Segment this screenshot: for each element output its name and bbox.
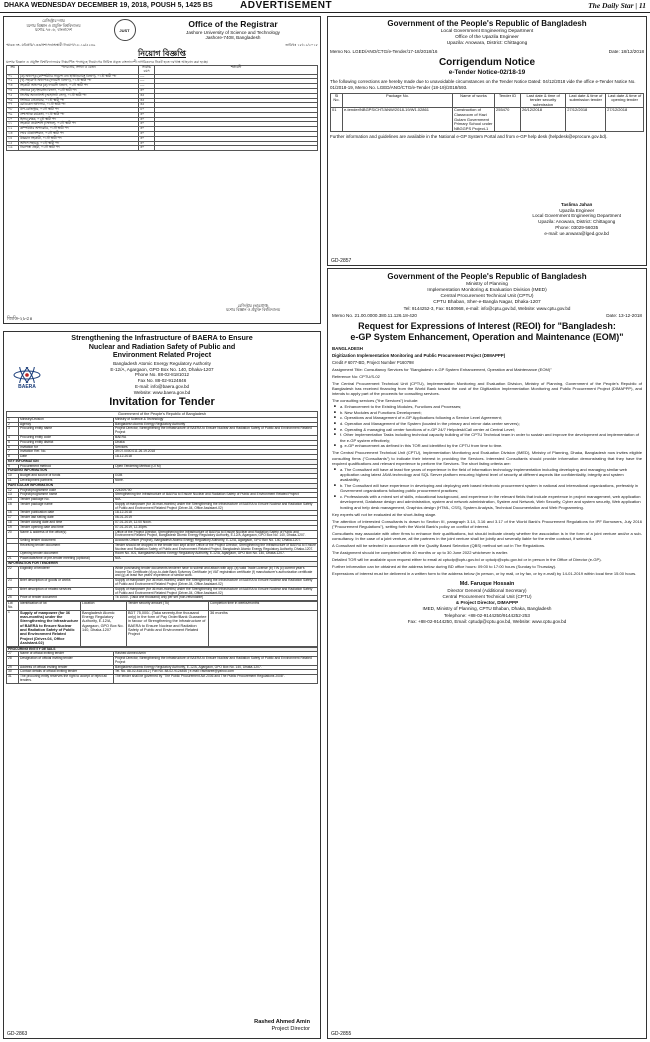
table-cell: Open Tendering Method (OTM) <box>114 464 318 469</box>
table-row <box>7 493 318 498</box>
table-cell: ৩০ <box>139 112 155 117</box>
table-cell: The tender shall be governed by "The Public Procurement Act 2006 and The Public Procurement Regulations 2008". <box>114 675 318 684</box>
memo-date: Date: 18/12/2018 <box>608 48 644 54</box>
contact-line: Tel: 9144252-3, Fax: 9180968, e-mail: info@cptu.gov.bd, Website: www.cptu.gov.bd <box>403 305 571 311</box>
table-cell: Tender publication date <box>19 511 114 516</box>
signatory-line: Local Government Engineering Department <box>532 213 621 219</box>
table-cell: 15 <box>7 502 19 511</box>
gov-title: Government of the People's Republic of Bangladesh <box>387 272 587 281</box>
memo-date: তারিখঃ ১৮/১২/২০১৮ <box>285 43 318 48</box>
table-cell: Accounts Officer (Project), Bangladesh Atomic Energy Regulatory Authority, E-12/A, Agargaon, GPO Box No. 140, Dhaka-1207. <box>114 539 318 544</box>
table-cell: Opening tender document <box>19 552 114 557</box>
table-cell: Name & address of the office(s) <box>19 530 114 539</box>
brand-name: The Daily Star <box>588 1 634 10</box>
baera-logo <box>12 367 42 389</box>
cptu-reoi-ad <box>327 268 647 1039</box>
table-cell: সহকারী অধ্যাপক (ক) ফার্মেসী বিভাগ, ০১টি স্থায়ী পদ <box>19 84 139 89</box>
table-cell: 23 <box>7 579 19 588</box>
table-cell: Development partners <box>19 478 114 483</box>
table-cell: ০২ <box>7 79 19 84</box>
table-cell: ০১ <box>7 74 19 79</box>
table-cell: ১৬ <box>7 146 19 151</box>
table-cell: সিস্টেম অ্যানালিস্ট (আইসিটি সেল), ০১টি স্থায়ী পদ <box>19 93 139 98</box>
paragraph: Detailed TOR will be available upon request either to email at cptudp@cptu.gov.bd or cptudp@cptu.gov.bd or in person in the Office of Director (e-GP). <box>332 557 602 563</box>
table-cell: 12 <box>7 488 19 493</box>
table-cell: ০৮ <box>7 108 19 113</box>
newspaper-brand: The Daily Star | 11 <box>588 1 646 10</box>
col-header: ক্রম <box>7 66 19 75</box>
paragraph: The Central Procurement Technical Unit (CPTU), Implementation Monitoring and Evaluation Division, Ministry of Planning, Government of the People's Republic of Bangladesh has received financing from the World Bank toward the cost of the Digitization Implementation Monitoring and Public Procurement Project (DIMAPPP), and intends to apply part of the proceeds for consulting services. <box>332 380 642 397</box>
paragraph: The attention of interested Consultants is drawn to Section III, paragraph 3.14, 3.16 and 3.17 of the World Bank's Procurement Regulations for IPF Borrowers, July 2016 ("Procurement Regulations"), setting forth the World Bank's policy on conflict of interest. <box>332 518 642 529</box>
table-cell: 9 <box>7 464 19 469</box>
tender-heading: Invitation for Tender <box>109 396 215 409</box>
table-cell: 27/12/2018 <box>566 108 606 132</box>
table-cell: ১৫ <box>7 141 19 146</box>
table-cell: 13 <box>7 493 19 498</box>
section-header: PROCURING ENTITY DETAILS <box>7 647 318 652</box>
table-cell: ০৩ <box>7 84 19 89</box>
signatory-line: Central Procurement Technical Unit (CPTU) <box>442 594 532 600</box>
table-cell: নিরাপত্তা প্রহরী, ০১টি স্থায়ী পদ <box>19 146 139 151</box>
table-cell: Tel. No. 88-02-8181012 | Fax No. 88-02-9124846 | e-mail: rasmaree@yahoo.com <box>114 670 318 675</box>
notice-subtitle: e-Tender Notice-02/18-19 <box>448 69 526 77</box>
paragraph: The Assignment should be completed within 40 months or up to 30 June 2022 whichever is earlier. <box>332 550 509 556</box>
table-cell: হিসাব রক্ষক, ০১টি স্থায়ী পদ <box>19 117 139 122</box>
table-row <box>7 657 318 666</box>
university-address: Jashore-7408, Bangladesh <box>205 35 261 41</box>
col-header: Last date & time of opening tender <box>606 93 644 108</box>
table-cell: Tender last selling date <box>19 516 114 521</box>
table-cell: মেডিকেল অফিসার, ০১টি স্থায়ী পদ <box>19 103 139 108</box>
table-cell: ১৩ <box>7 132 19 137</box>
address-line: E-mail: info@baera.gov.bd <box>134 383 190 389</box>
baera-tender-ad <box>3 331 321 1039</box>
table-cell: Address of official inviting tender <box>19 665 114 670</box>
table-cell: ল্যাব টেকনিশিয়ান, ০১টি স্থায়ী পদ <box>19 132 139 137</box>
table-cell: ৩০ <box>139 88 155 93</box>
col-header: Tender security amount (Tk) <box>127 602 209 611</box>
table-cell: ৩০ <box>139 136 155 141</box>
table-cell: 29 <box>7 665 19 670</box>
paragraph: A Consultant will be selected in accordance with the Quality Based Selection (QBS) method set out in The Regulations. <box>332 543 546 549</box>
table-cell: Procuring entity name <box>19 427 114 436</box>
table-cell: 22 <box>7 566 19 578</box>
table-row <box>7 596 318 601</box>
table-cell: Procurement method <box>19 464 114 469</box>
table-cell: ৩০ <box>139 146 155 151</box>
table-cell: 19 <box>7 525 19 530</box>
project-title-line: Strengthening the Infrastructure of BAERA to Ensure <box>71 333 253 342</box>
table-cell: Tender should be dropped in the tender box kept at the Office of the Project Director, Strengthening the Infrastructure of BAERA to Ensure Nuclear and Radiation Safety of Public and Environment Related Project, Bangladesh Atomic Energy Regulatory Authority, Dhaka-1207. <box>115 542 316 551</box>
dept-line: CPTU Bhaban, Sher-e-Bangla Nagar, Dhaka-1207 <box>433 299 541 305</box>
table-cell: Receiving tender document <box>19 543 114 552</box>
table-cell: (খ) সহযোগী অধ্যাপক (ফার্মেসী বিভাগ), ০১টি স্থায়ী পদ <box>19 79 139 84</box>
col-header: সর্বোচ্চ বয়স <box>139 66 155 75</box>
table-row <box>7 566 318 578</box>
table-cell: 06-01-2019 <box>114 516 318 521</box>
table-cell: সহকারী প্রকৌশলী (সিভিল), ০১টি স্থায়ী পদ <box>19 122 139 127</box>
table-row <box>7 579 318 588</box>
table-cell: 07-01-2019, 12.30pm. <box>114 525 318 530</box>
table-cell: 1 <box>7 610 19 646</box>
table-cell: 8 <box>7 455 19 460</box>
dept-line: Upazila: Anowara, District: Chittagong <box>446 40 528 46</box>
signatory-line: Director General (Additional Secretary) <box>447 587 527 593</box>
table-cell: 14 <box>7 498 19 503</box>
services-list <box>332 404 642 449</box>
table-cell: BDT 75,000/- (Taka seventy-five thousand only) in the form of Pay Order/Bank Guarantee in favour of Strengthening the Infrastructure of BAERA to Ensure Nuclear and Radiation Safety of Public and Environment Related Project <box>127 610 209 646</box>
table-cell: Tender closing date and time <box>19 521 114 526</box>
table-cell: Procuring entity district <box>19 440 114 445</box>
paragraph: Consultants may associate with other firms to enhance their qualifications, but should indicate clearly whether the association is in the form of a joint venture and/or a sub-consultancy. In the case of a joint venture, all the partners in the joint venture shall be jointly and severally liable for the entire contract, if selected. <box>332 530 642 542</box>
paragraph: The Central Procurement Technical Unit (CPTU), Implementation Monitoring and Evaluation Division (IMED), Ministry of Planning, Dhaka, Bangladesh now invites eligible consulting firms ("Consultants") to indicate their interest in providing the Services. Interested Consultants should provide information demonstrating that they have the required qualifications and relevant experience to perform the Services. The short listing criteria are: <box>332 450 642 467</box>
project-title-line: Nuclear and Radiation Safety of Public and <box>88 341 236 351</box>
dept-line: Ministry of Planning <box>466 282 508 287</box>
table-cell: 25 <box>7 596 19 601</box>
table-cell: 16 <box>7 511 19 516</box>
paragraph: Further information can be obtained at the address below during BD office hours: 09:00 to 17:00 hours (Sunday to Thursday). <box>332 564 557 570</box>
table-cell: Name of official inviting tender <box>19 652 114 657</box>
table-cell: Project Director, Strengthening the Infrastructure of BAERA to Ensure Nuclear and Radiation Safety of Public and Environment Related Project <box>114 657 318 666</box>
table-cell: Designation of official inviting tender <box>19 657 114 666</box>
table-cell: 01 <box>331 108 343 132</box>
table-cell: ৩৫ <box>139 93 155 98</box>
signatory-line: Telephone: +88-02-9144250/9144252-253 <box>444 612 530 618</box>
table-cell: Tk 1000/- (Taka one thousand) only per set (non-refundable) <box>114 596 318 601</box>
address-line: Website: www.baera.gov.bd <box>133 389 191 395</box>
table-cell: Dhaka <box>114 440 318 445</box>
table-cell: ---- <box>139 84 155 89</box>
signatory-line: Upazila: Anowara, District: Chittagong <box>538 219 616 225</box>
table-cell: e-tender/NBGPS/CHT/ANW/2018-19/W1.02861 <box>343 108 453 132</box>
posts-table <box>6 65 318 151</box>
dateline: DHAKA WEDNESDAY DECEMBER 19, 2018, POUSH 5, 1425 BS <box>4 1 213 9</box>
signatory-org: যশোর বিজ্ঞান ও প্রযুক্তি বিশ্ববিদ্যালয় <box>226 308 280 313</box>
table-cell: 1 <box>7 417 19 422</box>
dept-line: Office of the Upazila Engineer <box>455 34 519 40</box>
signatory-name: Md. Faruque Hossain <box>459 580 515 587</box>
col-header: Package No. <box>343 93 453 108</box>
table-cell: ৩০ <box>139 141 155 146</box>
col-header: Completion time in weeks/months <box>209 602 318 611</box>
ad-code: GD-2857 <box>331 257 352 264</box>
table-cell: 224209700 <box>114 488 318 493</box>
col-header: Identification of lot <box>19 602 81 611</box>
col-header: Location <box>81 602 127 611</box>
table-cell: N/A. <box>114 498 318 503</box>
memo-no: Memo No. 21.00.0000.380.11.126.18-420 <box>332 312 417 318</box>
table-cell: GOB <box>114 474 318 479</box>
table-cell: 17 <box>7 516 19 521</box>
table-cell: Rashed Ahmed Amin <box>114 652 318 657</box>
table-cell: ০৫ <box>7 93 19 98</box>
table-cell: উচ্চমান সহকারী, ০১টি স্থায়ী পদ <box>19 136 139 141</box>
table-cell: Bangladesh Atomic Energy Regulatory Authority, E-12/A, Agargaon, GPO Box No. 140, Dhaka-1207 <box>81 610 127 646</box>
table-cell: BAERA <box>114 435 318 440</box>
table-cell: Tender package No. <box>19 498 114 503</box>
signatory-name: Taslima Jahan <box>561 202 593 207</box>
table-cell: Invitation for <box>19 445 114 450</box>
list-item: ■ b. The Consultant will have experience in developing and deploying web based electronic procurement system in national and international organizations, preferably in Government organizations following public procurement practices; <box>334 483 642 494</box>
table-cell: 21 <box>7 557 19 562</box>
table-cell: Brief description of related services <box>19 587 114 596</box>
list-item: ■ a. The Consultant will have at least five years of experience in the field of information technology implementation including developing and managing similar web application using latest JAVA technology and SQL Server platform ensuring highest level of security at different aspects like confidentiality, integrity and system availability; <box>334 467 642 483</box>
paragraph: The consulting services ("the Services") include: <box>332 398 419 404</box>
reoi-title-line: e-GP System Enhancement, Operation and Maintenance (EOM)" <box>350 332 624 343</box>
signatory-line: & Project Director, DIMAPPP <box>455 600 519 606</box>
col-header: Lot No. <box>7 602 19 611</box>
table-cell: 4 <box>7 435 19 440</box>
table-cell: Supply of manpower (for 36 man-months) under the Strengthening the Infrastructure of BAERA to Ensure Nuclear and Radiation Safety of Public and Environment Related Project (Driver-04, Office Assistant-02) <box>19 610 81 646</box>
jashore-recruitment-ad <box>3 16 321 324</box>
table-cell: Invitation Ref. No. <box>19 450 114 455</box>
country: BANGLADESH <box>332 345 363 351</box>
paragraph: Expressions of interest must be delivered in a written form to the address below (in person, or by mail, or by fax, or by e-mail) by 14-01-2019 within local time 15.00 hours. <box>332 571 637 577</box>
table-cell: সিনিয়র প্রোগ্রামার, ০১টি স্থায়ী পদ <box>19 98 139 103</box>
table-cell: 7 <box>7 450 19 455</box>
lot-table <box>6 601 318 646</box>
table-row <box>7 610 318 646</box>
gov-title: Government of the People's Republic of Bangladesh <box>387 19 587 28</box>
table-cell: Brief description of goods or works <box>19 579 114 588</box>
table-cell: Tender package name <box>19 502 114 511</box>
section-header: PARTICULAR INFORMATION <box>7 483 318 488</box>
table-cell: ৩০ <box>139 132 155 137</box>
table-cell: 3 <box>7 427 19 436</box>
table-cell: Contact details of official inviting tender <box>19 670 114 675</box>
col-header: Sl No. <box>331 93 343 108</box>
table-cell: ৩০ <box>139 117 155 122</box>
dept-line: Local Government Engineering Department <box>440 29 534 34</box>
table-cell: Agency <box>19 422 114 427</box>
corrigendum-notice-ad <box>327 16 647 266</box>
table-cell: 24 <box>7 587 19 596</box>
criteria-list <box>332 467 642 511</box>
table-row <box>331 108 644 132</box>
table-cell: Bangladesh Atomic Energy Regulatory Authority, E-12/A, Agargaon, GPO Box No. 140, Dhaka-1207. <box>114 665 318 670</box>
memo-no: স্মারক নং- যবিপ্রবি/১৩৩/প্রশাসন/অস্থায়ী নিয়োগ/১৮-১৯/৫২৪৯ <box>6 43 96 48</box>
table-cell: Price of tender document <box>19 596 114 601</box>
table-cell: Services <box>114 445 318 450</box>
list-item: ■ g. e-GP enhancement as defined in this TOR and identified by the CPTU from time to time. <box>334 443 642 448</box>
table-cell: ১৪ <box>7 136 19 141</box>
signatory-title: রেজিস্ট্রার (ভারপ্রাপ্ত) <box>237 303 269 308</box>
table-cell: Bangladesh Atomic Energy Regulatory Authority <box>114 422 318 427</box>
ad-code: GD-2855 <box>331 1030 352 1037</box>
signatory-line: Upazila Engineer <box>559 207 595 213</box>
table-cell: Tender opening date and time <box>19 525 114 530</box>
signatory-title: Project Director <box>271 1025 310 1032</box>
table-cell: ১০ <box>7 117 19 122</box>
signatory-line: Fax: +88-02-9144250, Email: cptudp@cptu.gov.bd, Website: www.cptu.gov.bd <box>407 618 567 624</box>
table-cell: 2 <box>7 422 19 427</box>
table-cell: ০৯ <box>7 112 19 117</box>
address-line: E-12/A, Agargaon, GPO Box No. 140, Dhaka-1207 <box>110 366 214 372</box>
atom-icon <box>12 367 42 383</box>
table-cell: None. <box>114 478 318 483</box>
table-cell: ১২ <box>7 127 19 132</box>
page-number: 11 <box>638 1 646 10</box>
table-cell: প্রভাষক (ক) ইংরেজি বিভাগ, ০২টি স্থায়ী পদ <box>19 88 139 93</box>
table-cell: ৩০ <box>139 122 155 127</box>
gov-line: Government of the People's Republic of Bangladesh <box>6 411 318 417</box>
table-cell: ০৪ <box>7 88 19 93</box>
table-cell: Eligibility of tenderer <box>19 566 114 578</box>
table-cell: ০৭ <box>7 103 19 108</box>
table-cell: 10 <box>7 474 19 479</box>
memo-no: Memo No. LGED/ANO/CTG/e-Tender/17-18/2018/16 <box>330 48 438 54</box>
table-row <box>7 146 318 151</box>
signatory-line: Phone: 03029-56035 <box>555 224 599 230</box>
table-cell: ---- <box>139 79 155 84</box>
table-cell: Ministry/Division <box>19 417 114 422</box>
bn-office-line: যশোর-৭৪০৮, বাংলাদেশ <box>35 28 72 33</box>
signatory-line: IMED, Ministry of Planning, CPTU Bhaban, Dhaka, Bangladesh <box>422 606 552 612</box>
table-cell: The procuring entity reserves the right to accept or reject all tenders. <box>19 675 114 684</box>
further-info: Further information and guidelines are available in the National e-GP System Portal and from e-GP help desk (helpdesk@eprocure.gov.bd). <box>330 134 608 140</box>
entity-table <box>6 647 318 684</box>
table-cell: 18-12-2018 <box>114 455 318 460</box>
table-cell: Procuring entity code <box>19 435 114 440</box>
col-header: Last date & time of tender security submission <box>521 93 566 108</box>
page-masthead <box>0 0 650 13</box>
table-cell: Ministry of Science & Technology <box>114 417 318 422</box>
logo-text: BAERA <box>18 383 36 390</box>
table-cell: Construction of Classroom of Hazi Gulam Government Primary School under NBGGPS Project-1 <box>453 108 495 132</box>
table-cell: While purchasing tender documents tenderer have to submit and attach with app. (a) valid Trade License (b) TIN (c) current year's Income Tax Certificate (d) up-to-date Bank Solvency Certificate (e) VAT registration certificate (f) manufacturer's authorization certificate and (g) at least five years' experience of similar work. <box>114 566 318 578</box>
table-row <box>7 427 318 436</box>
table-cell: ৪০ <box>139 108 155 113</box>
table-cell: 255470 <box>495 108 521 132</box>
table-cell: Selling tender document <box>19 539 114 544</box>
project-title-line: Environment Related Project <box>112 350 212 360</box>
table-cell: 39.07.0000.011.26.19.2018 <box>114 450 318 455</box>
notice-intro: যশোর বিজ্ঞান ও প্রযুক্তি বিশ্ববিদ্যালয়ের নিম্নবর্ণিত পদসমূহে নিয়োগের নিমিত্ত প্রকৃত বাংলাদেশী নাগরিকদের নিকট হতে দরখাস্ত আহবান করা হচ্ছে। <box>6 59 209 64</box>
university-name: Jashore University of Science and Technology <box>186 29 280 35</box>
signatory-line: e-mail: ue.anwara@lged.gov.bd <box>544 230 609 236</box>
paragraph: Key experts will not be evaluated at the short-listing stage. <box>332 511 437 517</box>
table-cell: Supply of manpower (for 36 man-months) under the Strengthening the Infrastructure of BAERA to Ensure Nuclear and Radiation Safety of Public and Environment Related Project (Driver-04, Office Assistant-02) <box>114 587 318 596</box>
table-cell: 5 <box>7 440 19 445</box>
list-item: ■ c. Professionals with a mixed set of skills, educational background, and experience in the relevant fields that include experience in project management, web application development, Database design and administration, system and network administration, System and Network, Web Security, Cyber and system security, Web application hosting and help desk management, Graphics design (HTML, CSS), System Analysis, Technical Documentation and Web Programming. <box>334 494 642 510</box>
section-header: INFORMATION FOR TENDERER <box>7 562 318 567</box>
table-cell: 11 <box>7 478 19 483</box>
table-cell: (ক) অধ্যাপক (কম্পিউটার সায়েন্স এন্ড ইঞ্জিনিয়ারিং বিভাগ), ০১টি স্থায়ী পদ <box>19 74 139 79</box>
table-cell: ১১ <box>7 122 19 127</box>
notice-title: Corrigendum Notice <box>438 56 536 68</box>
assignment-title: Assignment Title: Consultancy Services for "Bangladesh: e-GP System Enhancement, Operation and Maintenance (EOM)" <box>332 366 552 372</box>
table-cell: 20 <box>7 530 19 539</box>
table-cell: 6 <box>7 445 19 450</box>
table-cell: ০৬ <box>7 98 19 103</box>
col-header: Last date & time of submission tender <box>566 93 606 108</box>
notice-body: The following corrections are hereby made due to unavoidable circumstances on the Tender Notice Dated: 04/12/2018 vide the office e-Tender Notice No. 01/2018-19, Memo No. LGED/ANO/CTG/e-Tender (18-19)/2018/593. <box>330 79 636 90</box>
list-item: ■ a. Enhancement to the Existing Modules, Functions and Processes; <box>334 404 642 409</box>
memo-date: Date: 13-12-2018 <box>606 312 642 318</box>
table-cell: Project/programme name <box>19 493 114 498</box>
dept-line: Central Procurement Technical Unit (CPTU) <box>440 293 534 299</box>
list-item: ■ e. Operating & managing call center functions of e-GP 24/7 Helpdesk/Call center at Central Level; <box>334 427 642 432</box>
table-cell: Project/programme code <box>19 488 114 493</box>
ad-code: জিডি-২৮৫৪ <box>7 315 33 322</box>
table-cell: ৩০ <box>139 127 155 132</box>
signatory-name: Rashed Ahmed Amin <box>254 1019 310 1026</box>
ad-code: GD-2863 <box>7 1030 28 1037</box>
address-line: Bangladesh Atomic Energy Regulatory Authority <box>113 360 211 366</box>
table-cell: কম্পিউটার অপারেটর, ০১টি স্থায়ী পদ <box>19 127 139 132</box>
table-cell: Supply of manpower (for 36 man-months) under the Strengthening the Infrastructure of BAERA to Ensure Nuclear and Radiation Safety of Public and Environment Related Project (Driver-04, Office Assistant-02) <box>114 502 318 511</box>
list-item: ■ b. New Modules and Functions Development; <box>334 410 642 415</box>
col-header: Name of works <box>453 93 495 108</box>
table-cell <box>7 543 19 552</box>
table-cell: 31 <box>7 675 19 684</box>
table-cell: Project Director, Strengthening the Infrastructure of BAERA to Ensure Nuclear and Radiation Safety of Public and Environment Related Project <box>114 427 318 436</box>
bn-office-line: রেজিস্ট্রার দপ্তর <box>42 19 65 23</box>
notice-heading: নিয়োগ বিজ্ঞপ্তি <box>137 48 187 58</box>
col-header: শর্তাবলী <box>155 66 318 75</box>
table-cell: 28 <box>7 657 19 666</box>
table-cell: ৩৫ <box>139 103 155 108</box>
table-cell: Strengthening the Infrastructure of BAERA to Ensure Nuclear and Radiation Safety of Public and Environment Related Project <box>114 493 318 498</box>
table-cell: প্রশাসনিক কর্মকর্তা, ০১টি স্থায়ী পদ <box>19 112 139 117</box>
credit-no: Credit # 6077-BD, Project Number P160798 <box>332 359 414 365</box>
list-item: ■ c. Operations and Management of e-GP Applications following a Service Level Agreement; <box>334 415 642 420</box>
reoi-title-line: Request for Expressions of Interest (REOI) for "Bangladesh: <box>358 321 616 332</box>
table-cell: 36 months <box>209 610 318 646</box>
bn-office-line: যশোর বিজ্ঞান ও প্রযুক্তি বিশ্ববিদ্যালয় <box>26 23 81 28</box>
section-label: ADVERTISEMENT <box>240 0 333 11</box>
table-cell: 30 <box>7 670 19 675</box>
col-header: Tender ID <box>495 93 521 108</box>
table-cell: 27/12/2018 <box>606 108 644 132</box>
table-cell: 18 <box>7 521 19 526</box>
table-row <box>7 675 318 684</box>
table-cell: 26/12/2018 <box>521 108 566 132</box>
project-name: Digitization Implementation Monitoring and Public Procurement Project (DIMAPPP) <box>332 353 506 359</box>
dept-line: Implementation Monitoring & Evaluation Division (IMED) <box>427 287 547 293</box>
table-cell: Place/date/time of pre-tender meeting (optional) <box>19 557 114 562</box>
section-header: FUNDING INFORMATION <box>7 469 318 474</box>
section-header: KEY INFORMATION <box>7 459 318 464</box>
tender-info-table <box>6 417 318 601</box>
university-seal: JUST <box>114 19 136 41</box>
table-cell: ---- <box>139 74 155 79</box>
table-cell: Office of the Project Director, Strengthening the Infrastructure of BAERA to Ensure Nuclear and Radiation Safety of Public and Environment Related Project, Bangladesh Atomic Energy Regulatory Authority, E-12/A, Agargaon, GPO Box No. 140, Dhaka-1207. <box>114 530 318 539</box>
table-cell: অফিস সহায়ক, ০১টি স্থায়ী পদ <box>19 141 139 146</box>
table-cell: N/A. <box>114 557 318 562</box>
table-cell: Date <box>19 455 114 460</box>
address-line: Phone No. 88-02-8181012 <box>134 372 190 378</box>
col-header: পদের নাম, সংখ্যা ও বেতন <box>19 66 139 75</box>
address-line: Fax No. 88-02-9124846 <box>137 378 187 384</box>
table-cell: উপ-রেজিস্ট্রার, ০১টি স্থায়ী পদ <box>19 108 139 113</box>
table-cell: 27 <box>7 652 19 657</box>
reference-no: Reference No: CPTU/S-02 <box>332 373 380 379</box>
office-title: Office of the Registrar <box>188 19 278 29</box>
conditions-cell <box>155 146 318 151</box>
list-item: ■ f. Other Implementation Tasks including technical capacity building of the CPTU Technical team in order to sustain and improve the development and implementation of the e-GP system effectively; <box>334 432 642 443</box>
table-cell: 07-01-2019, 12.00 Noon. <box>114 521 318 526</box>
list-item: ■ d. Operation and Management of the System (located in the primary and mirror data center servers); <box>334 421 642 426</box>
table-cell: ৩৫ <box>139 98 155 103</box>
table-cell: 18-12-2018 <box>114 511 318 516</box>
tender-table <box>330 93 644 133</box>
table-cell: Budget and source of funds <box>19 474 114 479</box>
table-cell: Supply of manpower (for 36 man-months) under the Strengthening the Infrastructure of BAERA to Ensure Nuclear and Radiation Safety of Public and Environment Related Project (Driver-04, Office Assistant-02) <box>114 579 318 588</box>
table-cell: Room No. 401, Bangladesh Atomic Energy Regulatory Authority, E-12/A, Agargaon, GPO Box No. 140, Dhaka-1207. <box>114 552 318 557</box>
